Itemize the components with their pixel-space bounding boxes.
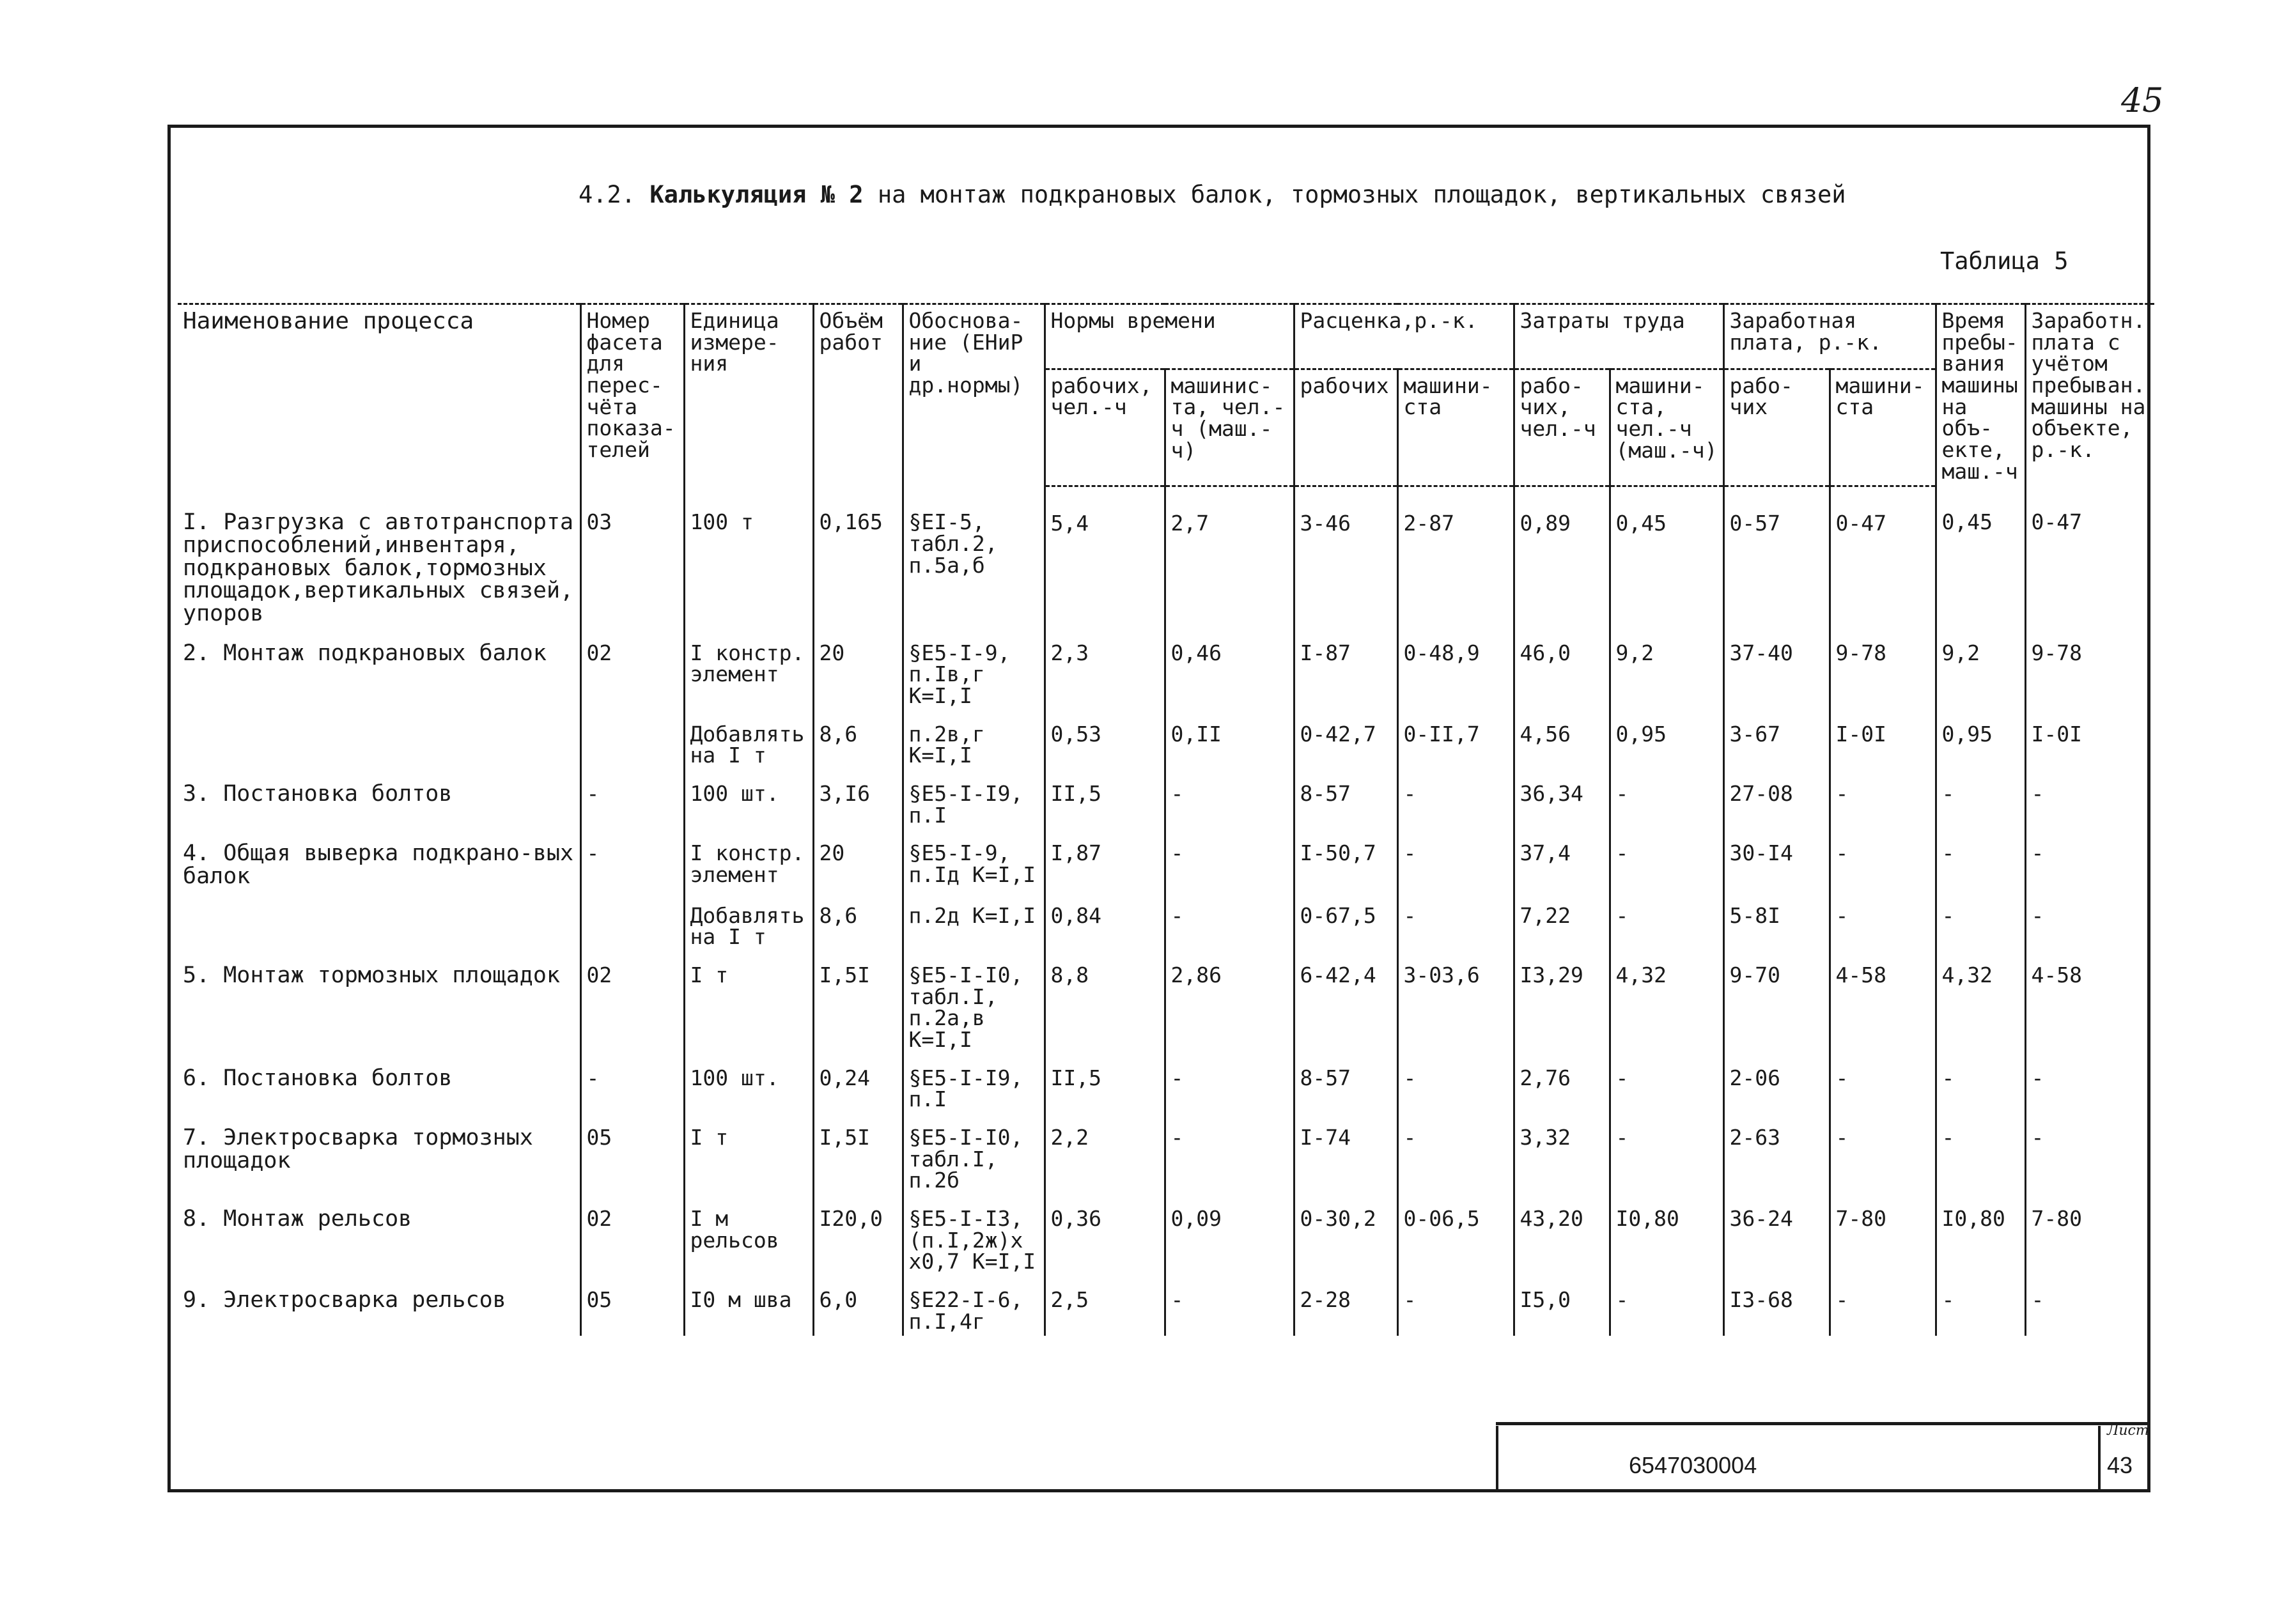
title-prefix: 4.2.: [579, 181, 636, 208]
row-labor-workers: I3,29: [1514, 952, 1610, 1055]
row-rate-machinists: -: [1397, 770, 1514, 830]
row-name: 4. Общая выверка подкрано-вых балок: [183, 840, 574, 889]
row-labor-workers: 4,56: [1514, 711, 1610, 770]
row-rate-machinists: 0-II,7: [1397, 711, 1514, 770]
row-name: 6. Постановка болтов: [183, 1065, 453, 1091]
row-wage-machinists: I-0I: [1830, 711, 1936, 770]
row-unit: I м рельсов: [684, 1195, 813, 1276]
row-volume: 20: [813, 630, 903, 711]
row-labor-workers: 43,20: [1514, 1195, 1610, 1276]
row-volume: 8,6: [813, 892, 903, 952]
row-unit: I констр. элемент: [684, 830, 813, 892]
row-unit: 100 шт.: [684, 770, 813, 830]
row-wage-workers: 5-8I: [1723, 892, 1830, 952]
row-rate-machinists: -: [1397, 1114, 1514, 1195]
row-wage-machinists: -: [1830, 892, 1936, 952]
row-labor-machinists: -: [1610, 1055, 1723, 1114]
row-time-workers: 0,36: [1045, 1195, 1165, 1276]
row-wage-workers: 2-63: [1723, 1114, 1830, 1195]
row-time-machinists: 0,09: [1165, 1195, 1294, 1276]
row-labor-workers: 36,34: [1514, 770, 1610, 830]
row-volume: 0,24: [813, 1055, 903, 1114]
row-wage-workers: 0-57: [1723, 486, 1830, 629]
table-body: [178, 486, 2154, 1336]
row-wage-machinists: -: [1830, 1114, 1936, 1195]
row-rate-machinists: 0-06,5: [1397, 1195, 1514, 1276]
row-name: 5. Монтаж тормозных площадок: [183, 962, 561, 988]
table-row: [178, 1055, 2154, 1114]
row-rate-workers: I-87: [1294, 630, 1397, 711]
header-rate-workers: рабочих: [1294, 369, 1397, 486]
row-stay-time: -: [1936, 1276, 2025, 1336]
header-wages: Заработная плата, р.-к.: [1723, 304, 1936, 369]
row-time-machinists: -: [1165, 830, 1294, 892]
row-rate-workers: 0-67,5: [1294, 892, 1397, 952]
header-basis: Обоснова-ние (ЕНиР и др.нормы): [903, 304, 1045, 486]
row-labor-machinists: 9,2: [1610, 630, 1723, 711]
row-labor-machinists: I0,80: [1610, 1195, 1723, 1276]
row-stay-time: -: [1936, 1055, 2025, 1114]
row-basis: §EI-5, табл.2, п.5а,б: [903, 486, 1045, 629]
row-unit: Добавлять на I т: [684, 892, 813, 952]
row-time-workers: I,87: [1045, 830, 1165, 892]
row-volume: 0,165: [813, 486, 903, 629]
row-labor-machinists: -: [1610, 830, 1723, 892]
row-unit: I констр. элемент: [684, 630, 813, 711]
row-facet: -: [580, 770, 684, 830]
row-labor-machinists: 0,45: [1610, 486, 1723, 629]
table-row: [178, 770, 2154, 830]
row-volume: I,5I: [813, 1114, 903, 1195]
row-volume: 8,6: [813, 711, 903, 770]
row-basis: §E5-I-I0, табл.I, п.2а,в К=I,I: [903, 952, 1045, 1055]
row-facet: -: [580, 1055, 684, 1114]
row-time-workers: II,5: [1045, 1055, 1165, 1114]
row-name: 8. Монтаж рельсов: [183, 1205, 412, 1232]
row-name: 2. Монтаж подкрановых балок: [183, 640, 547, 666]
title-block: [1496, 1426, 2150, 1492]
row-facet: 03: [580, 486, 684, 629]
row-facet: 02: [580, 1195, 684, 1276]
row-labor-machinists: 0,95: [1610, 711, 1723, 770]
row-unit: I т: [684, 952, 813, 1055]
row-volume: 20: [813, 830, 903, 892]
row-time-machinists: 0,II: [1165, 711, 1294, 770]
header-stay-wage: Заработн. плата с учётом пребыван. машины на объекте, р.-к.: [2025, 304, 2154, 486]
row-volume: I20,0: [813, 1195, 903, 1276]
row-stay-time: -: [1936, 770, 2025, 830]
row-rate-workers: 0-42,7: [1294, 711, 1397, 770]
row-stay-wage: 0-47: [2025, 486, 2154, 629]
row-stay-time: -: [1936, 1114, 2025, 1195]
row-labor-machinists: -: [1610, 770, 1723, 830]
row-volume: I,5I: [813, 952, 903, 1055]
row-name: 3. Постановка болтов: [183, 780, 453, 807]
row-stay-wage: -: [2025, 770, 2154, 830]
table-row: [178, 486, 2154, 629]
row-rate-workers: 2-28: [1294, 1276, 1397, 1336]
row-labor-machinists: -: [1610, 1114, 1723, 1195]
row-stay-wage: 4-58: [2025, 952, 2154, 1055]
row-time-workers: 5,4: [1045, 486, 1165, 629]
row-wage-machinists: 7-80: [1830, 1195, 1936, 1276]
table-row: [178, 830, 2154, 892]
row-wage-workers: 3-67: [1723, 711, 1830, 770]
row-time-machinists: 2,7: [1165, 486, 1294, 629]
row-name: 7. Электросварка тормозных площадок: [183, 1124, 533, 1173]
table-row: [178, 630, 2154, 711]
row-volume: 3,I6: [813, 770, 903, 830]
row-time-machinists: -: [1165, 1114, 1294, 1195]
row-name: 9. Электросварка рельсов: [183, 1287, 506, 1313]
page-number: 45: [2121, 82, 2164, 120]
header-row-top: [178, 304, 2154, 369]
header-wage-workers: рабо-чих: [1723, 369, 1830, 486]
row-wage-workers: 9-70: [1723, 952, 1830, 1055]
row-labor-workers: 3,32: [1514, 1114, 1610, 1195]
row-rate-workers: 0-30,2: [1294, 1195, 1397, 1276]
header-time-norms: Нормы времени: [1045, 304, 1294, 369]
row-stay-wage: -: [2025, 1055, 2154, 1114]
row-rate-machinists: 0-48,9: [1397, 630, 1514, 711]
row-rate-machinists: -: [1397, 830, 1514, 892]
header-rates: Расценка,р.-к.: [1294, 304, 1514, 369]
row-stay-time: 4,32: [1936, 952, 2025, 1055]
row-wage-workers: 27-08: [1723, 770, 1830, 830]
row-wage-machinists: -: [1830, 1276, 1936, 1336]
row-rate-workers: I-50,7: [1294, 830, 1397, 892]
table-row: [178, 1195, 2154, 1276]
row-wage-workers: 37-40: [1723, 630, 1830, 711]
row-time-machinists: -: [1165, 1055, 1294, 1114]
header-stay-time: Время пребы-вания машины на объ-екте, маш.-ч: [1936, 304, 2025, 486]
table-label: Таблица 5: [1940, 247, 2069, 275]
row-unit: Добавлять на I т: [684, 711, 813, 770]
row-wage-machinists: 9-78: [1830, 630, 1936, 711]
row-stay-time: 0,95: [1936, 711, 2025, 770]
row-wage-workers: 30-I4: [1723, 830, 1830, 892]
header-labor-machinists: машини-ста, чел.-ч (маш.-ч): [1610, 369, 1723, 486]
row-name: [178, 892, 580, 952]
header-labor: Затраты труда: [1514, 304, 1723, 369]
title-main: Калькуляция № 2: [649, 181, 864, 208]
row-stay-wage: I-0I: [2025, 711, 2154, 770]
stamp-top-line: [1496, 1422, 2150, 1425]
row-wage-machinists: 4-58: [1830, 952, 1936, 1055]
row-time-workers: 2,3: [1045, 630, 1165, 711]
sheet-label: Лист: [2107, 1423, 2149, 1439]
row-labor-workers: 2,76: [1514, 1055, 1610, 1114]
row-stay-time: I0,80: [1936, 1195, 2025, 1276]
table-row: [178, 1114, 2154, 1195]
header-rate-machinists: машини-ста: [1397, 369, 1514, 486]
table-row: [178, 1276, 2154, 1336]
row-time-workers: II,5: [1045, 770, 1165, 830]
row-labor-workers: 7,22: [1514, 892, 1610, 952]
row-facet: 02: [580, 630, 684, 711]
row-rate-machinists: -: [1397, 892, 1514, 952]
row-volume: 6,0: [813, 1276, 903, 1336]
row-rate-machinists: -: [1397, 1055, 1514, 1114]
header-name: Наименование процесса: [178, 304, 580, 486]
row-rate-workers: 3-46: [1294, 486, 1397, 629]
row-rate-workers: I-74: [1294, 1114, 1397, 1195]
row-rate-machinists: 2-87: [1397, 486, 1514, 629]
row-wage-machinists: 0-47: [1830, 486, 1936, 629]
row-labor-machinists: -: [1610, 892, 1723, 952]
row-stay-time: -: [1936, 892, 2025, 952]
row-time-workers: 0,84: [1045, 892, 1165, 952]
row-basis: §E5-I-I3, (п.I,2ж)х х0,7 К=I,I: [903, 1195, 1045, 1276]
row-time-machinists: 2,86: [1165, 952, 1294, 1055]
row-stay-wage: -: [2025, 892, 2154, 952]
row-wage-workers: 36-24: [1723, 1195, 1830, 1276]
row-basis: §E5-I-9, п.Iв,г К=I,I: [903, 630, 1045, 711]
row-wage-machinists: -: [1830, 1055, 1936, 1114]
row-stay-wage: -: [2025, 830, 2154, 892]
row-rate-workers: 8-57: [1294, 770, 1397, 830]
row-time-workers: 2,5: [1045, 1276, 1165, 1336]
row-wage-workers: 2-06: [1723, 1055, 1830, 1114]
row-wage-machinists: -: [1830, 830, 1936, 892]
row-stay-time: 9,2: [1936, 630, 2025, 711]
header-labor-workers: рабо-чих, чел.-ч: [1514, 369, 1610, 486]
row-basis: §E5-I-9, п.Iд К=I,I: [903, 830, 1045, 892]
row-unit: 100 шт.: [684, 1055, 813, 1114]
row-labor-machinists: -: [1610, 1276, 1723, 1336]
row-wage-machinists: -: [1830, 770, 1936, 830]
row-basis: §E5-I-I0, табл.I, п.2б: [903, 1114, 1045, 1195]
row-time-machinists: 0,46: [1165, 630, 1294, 711]
row-rate-machinists: 3-03,6: [1397, 952, 1514, 1055]
row-facet: 05: [580, 1114, 684, 1195]
row-labor-machinists: 4,32: [1610, 952, 1723, 1055]
row-facet: [580, 892, 684, 952]
row-basis: п.2д К=I,I: [903, 892, 1045, 952]
row-basis: §E22-I-6, п.I,4г: [903, 1276, 1045, 1336]
row-time-workers: 2,2: [1045, 1114, 1165, 1195]
row-rate-workers: 6-42,4: [1294, 952, 1397, 1055]
row-labor-workers: 46,0: [1514, 630, 1610, 711]
row-unit: 100 т: [684, 486, 813, 629]
row-name: [178, 711, 580, 770]
row-labor-workers: I5,0: [1514, 1276, 1610, 1336]
header-time-machinists: машинис-та, чел.-ч (маш.-ч): [1165, 369, 1294, 486]
row-stay-wage: -: [2025, 1114, 2154, 1195]
table-row: [178, 892, 2154, 952]
row-basis: п.2в,г К=I,I: [903, 711, 1045, 770]
header-wage-machinists: машини-ста: [1830, 369, 1936, 486]
sheet-number: 43: [2107, 1452, 2133, 1478]
row-labor-workers: 0,89: [1514, 486, 1610, 629]
row-rate-machinists: -: [1397, 1276, 1514, 1336]
row-basis: §E5-I-I9, п.I: [903, 770, 1045, 830]
row-time-workers: 0,53: [1045, 711, 1165, 770]
row-facet: -: [580, 830, 684, 892]
header-volume: Объём работ: [813, 304, 903, 486]
document-title: [579, 181, 1846, 208]
header-time-workers: рабочих, чел.-ч: [1045, 369, 1165, 486]
row-rate-workers: 8-57: [1294, 1055, 1397, 1114]
row-facet: [580, 711, 684, 770]
row-stay-wage: 9-78: [2025, 630, 2154, 711]
row-stay-wage: 7-80: [2025, 1195, 2154, 1276]
row-name: I. Разгрузка с автотранспорта приспособлений,инвентаря, подкрановых балок,тормозных площадок,вертикальных связей, упоров: [183, 509, 574, 626]
row-time-machinists: -: [1165, 770, 1294, 830]
row-labor-workers: 37,4: [1514, 830, 1610, 892]
row-wage-workers: I3-68: [1723, 1276, 1830, 1336]
row-time-machinists: -: [1165, 1276, 1294, 1336]
row-stay-time: 0,45: [1936, 486, 2025, 629]
row-facet: 02: [580, 952, 684, 1055]
table-row: [178, 952, 2154, 1055]
table-row: [178, 711, 2154, 770]
row-unit: I т: [684, 1114, 813, 1195]
row-stay-wage: -: [2025, 1276, 2154, 1336]
row-facet: 05: [580, 1276, 684, 1336]
row-time-machinists: -: [1165, 892, 1294, 952]
header-facet: Номер фасета для перес-чёта показа-телей: [580, 304, 684, 486]
calculation-table: [178, 303, 2154, 1336]
title-rest: на монтаж подкрановых балок, тормозных площадок, вертикальных связей: [877, 181, 1846, 208]
row-unit: I0 м шва: [684, 1276, 813, 1336]
header-unit: Единица измере-ния: [684, 304, 813, 486]
document-code: 6547030004: [1629, 1452, 1757, 1478]
row-time-workers: 8,8: [1045, 952, 1165, 1055]
row-stay-time: -: [1936, 830, 2025, 892]
row-basis: §E5-I-I9, п.I: [903, 1055, 1045, 1114]
